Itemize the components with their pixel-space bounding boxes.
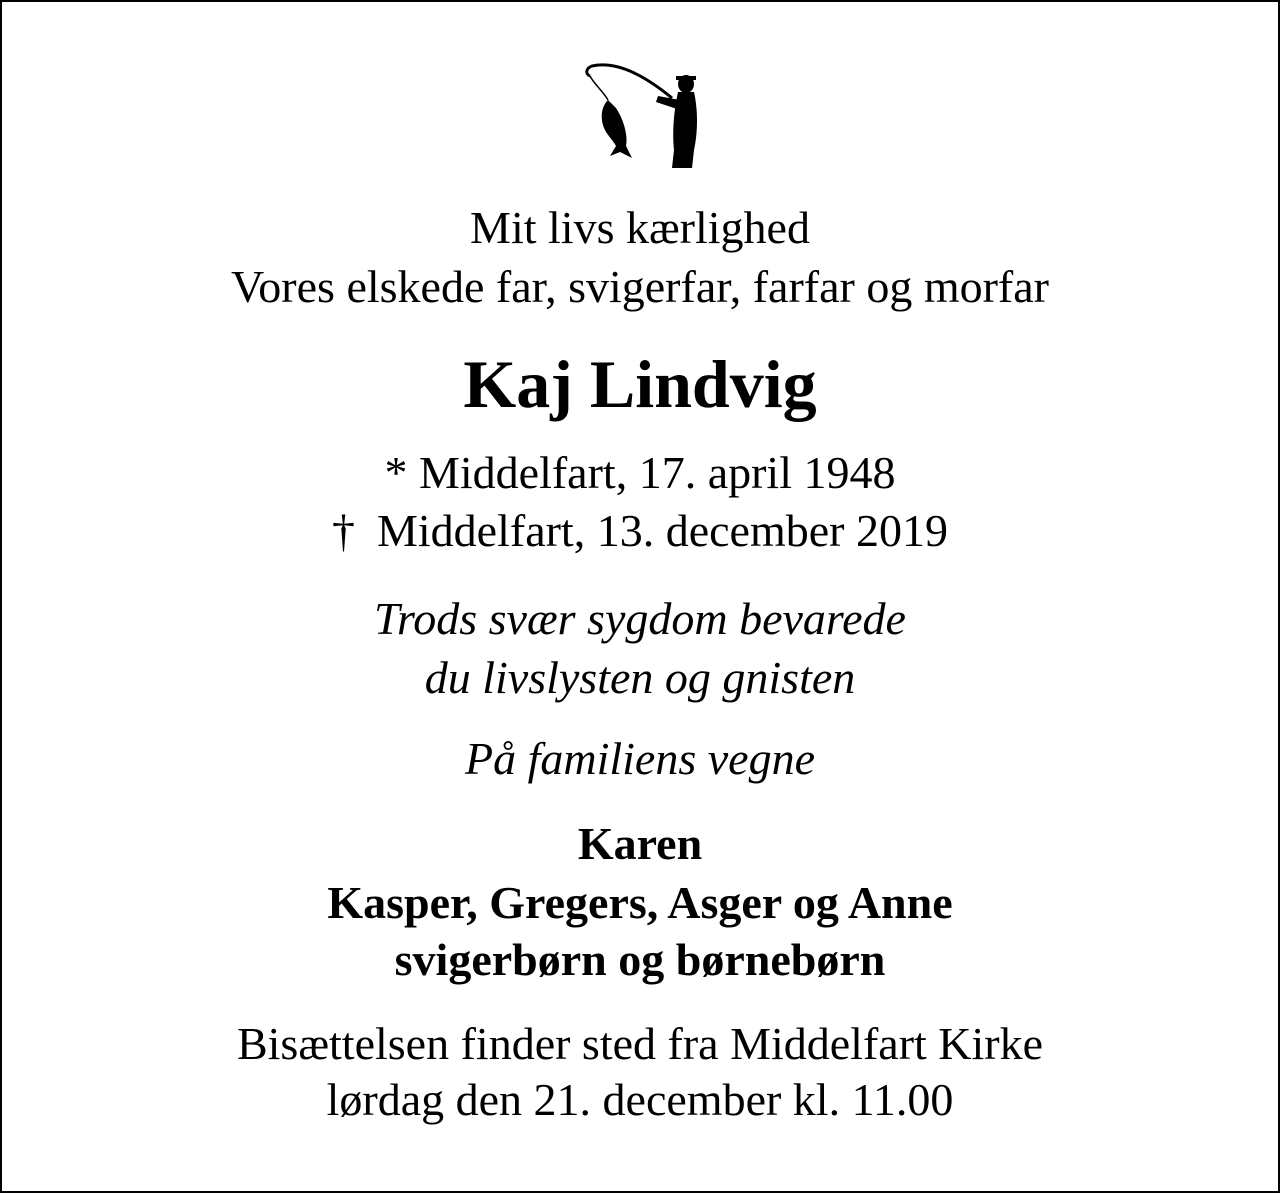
verse-line-2: du livslysten og gnisten <box>424 652 856 703</box>
family-line-3: svigerbørn og børnebørn <box>394 934 886 985</box>
intro-line-1: Mit livs kærlighed <box>470 202 810 253</box>
funeral-line-2: lørdag den 21. december kl. 11.00 <box>326 1074 954 1125</box>
family-intro: På familiens vegne <box>464 733 815 784</box>
dagger-symbol: † <box>332 505 355 556</box>
fisherman-icon <box>580 60 704 172</box>
deceased-name: Kaj Lindvig <box>463 346 817 422</box>
death-text: Middelfart, 13. december 2019 <box>377 505 948 556</box>
family-line-2: Kasper, Gregers, Asger og Anne <box>327 877 953 928</box>
verse-line-1: Trods svær sygdom bevarede <box>374 593 906 644</box>
birth-line: * Middelfart, 17. april 1948 <box>384 447 896 498</box>
family-line-1: Karen <box>577 818 703 869</box>
intro-line-2: Vores elskede far, svigerfar, farfar og morfar <box>231 261 1049 312</box>
funeral-line-1: Bisættelsen finder sted fra Middelfart Kirke <box>236 1018 1044 1069</box>
death-line <box>0 505 1280 556</box>
